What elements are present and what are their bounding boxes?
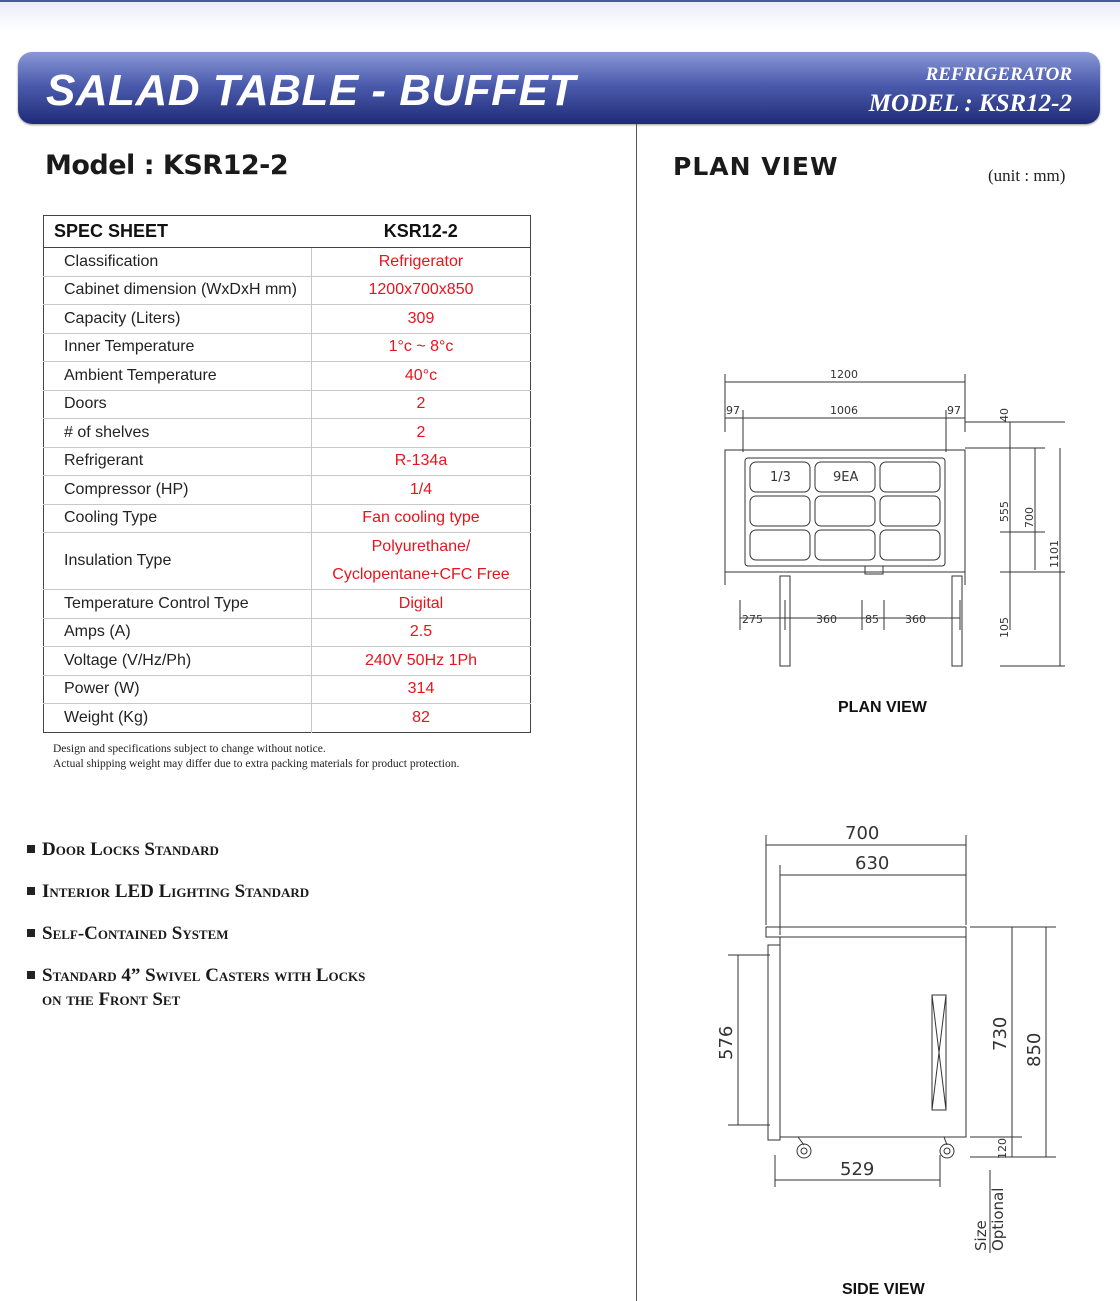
- spec-label: Cooling Type: [44, 504, 312, 533]
- spec-label: Inner Temperature: [44, 333, 312, 362]
- spec-value: Digital: [312, 590, 531, 619]
- model-heading: Model : KSR12-2: [45, 150, 289, 181]
- bullet-square-icon: [27, 929, 35, 937]
- spec-value: Fan cooling type: [312, 504, 531, 533]
- feature-list: [27, 838, 365, 1030]
- spec-sheet-table: [43, 215, 531, 733]
- table-row: [44, 590, 531, 619]
- banner-title: SALAD TABLE - BUFFET: [46, 66, 576, 115]
- dim-bottom: 105: [998, 617, 1011, 638]
- dim-depth-inner: 555: [998, 501, 1011, 522]
- table-row: [44, 476, 531, 505]
- dim-inner-width: 1006: [830, 404, 858, 417]
- table-row: [44, 419, 531, 448]
- dim-right-margin: 97: [947, 404, 961, 417]
- pan-size-label: 1/3: [770, 470, 791, 485]
- dim-b3: 85: [865, 613, 879, 626]
- disclaimer-line: Design and specifications subject to change without notice.: [53, 743, 326, 755]
- spec-value: 2: [312, 419, 531, 448]
- size-note-line2: Optional: [989, 1187, 1007, 1251]
- dim-total-height: 850: [1024, 1032, 1045, 1067]
- dim-body-height: 730: [990, 1016, 1011, 1051]
- table-row: [44, 248, 531, 277]
- feature-text: Door Locks Standard: [42, 839, 219, 860]
- dim-inner-depth: 630: [855, 853, 890, 874]
- list-item: [27, 880, 365, 904]
- dim-b2: 360: [816, 613, 837, 626]
- table-row: [44, 504, 531, 533]
- disclaimer-notes: [53, 742, 459, 772]
- feature-text: Interior LED Lighting Standard: [42, 881, 310, 902]
- side-view-caption: SIDE VIEW: [842, 1281, 925, 1298]
- spec-header-row: [44, 216, 531, 248]
- top-frame: [0, 0, 1120, 30]
- spec-label: Power (W): [44, 675, 312, 704]
- spec-value: 1°c ~ 8°c: [312, 333, 531, 362]
- feature-text-cont: on the Front Set: [42, 989, 181, 1010]
- disclaimer-line: Actual shipping weight may differ due to extra packing materials for product protection.: [53, 758, 460, 770]
- bullet-square-icon: [27, 887, 35, 895]
- spec-header-left: SPEC SHEET: [44, 216, 312, 248]
- feature-text: Standard 4” Swivel Casters with Locks: [42, 965, 366, 986]
- dim-left-height: 576: [716, 1025, 737, 1060]
- spec-value: 309: [312, 305, 531, 334]
- bullet-square-icon: [27, 845, 35, 853]
- dim-top-gap: 40: [998, 408, 1011, 422]
- spec-label: Compressor (HP): [44, 476, 312, 505]
- spec-label: Voltage (V/Hz/Ph): [44, 647, 312, 676]
- table-row: [44, 362, 531, 391]
- banner-model: MODEL : KSR12-2: [868, 90, 1072, 117]
- spec-label: Amps (A): [44, 618, 312, 647]
- spec-label: Weight (Kg): [44, 704, 312, 733]
- table-row: [44, 390, 531, 419]
- spec-value: 2.5: [312, 618, 531, 647]
- list-item: [27, 964, 365, 1012]
- plan-view-caption: PLAN VIEW: [838, 699, 927, 716]
- plan-view-heading: PLAN VIEW: [673, 152, 839, 181]
- table-row: [44, 618, 531, 647]
- spec-label: Classification: [44, 248, 312, 277]
- dim-outer-depth: 700: [845, 823, 880, 844]
- feature-text: Self-Contained System: [42, 923, 229, 944]
- banner-subtitle: REFRIGERATOR: [925, 64, 1072, 85]
- spec-value: Refrigerator: [312, 248, 531, 277]
- list-item: [27, 922, 365, 946]
- spec-value: 314: [312, 675, 531, 704]
- dim-b4: 360: [905, 613, 926, 626]
- spec-label: Capacity (Liters): [44, 305, 312, 334]
- spec-label: Cabinet dimension (WxDxH mm): [44, 276, 312, 305]
- side-view-drawing: [700, 815, 1060, 1255]
- dim-total-depth: 1101: [1048, 540, 1061, 568]
- spec-header-right: KSR12-2: [312, 216, 531, 248]
- spec-value: 82: [412, 708, 430, 726]
- pan-count-label: 9EA: [833, 470, 859, 485]
- dim-b1: 275: [742, 613, 763, 626]
- plan-view-drawing: [700, 360, 1080, 680]
- spec-value: 2: [312, 390, 531, 419]
- dim-left-margin: 97: [726, 404, 740, 417]
- table-row: [44, 704, 531, 733]
- dim-caster-span: 529: [840, 1159, 875, 1180]
- spec-value-line2: Cyclopentane+CFC Free: [332, 566, 510, 583]
- table-row: [44, 647, 531, 676]
- spec-label: Refrigerant: [44, 447, 312, 476]
- spec-value: 1200x700x850: [312, 276, 531, 305]
- bullet-square-icon: [27, 971, 35, 979]
- spec-value: [312, 533, 531, 590]
- title-banner: [18, 52, 1100, 124]
- spec-value: 40°c: [312, 362, 531, 391]
- spec-label: Doors: [44, 390, 312, 419]
- spec-value: 240V 50Hz 1Ph: [312, 647, 531, 676]
- spec-value: R-134a: [312, 447, 531, 476]
- table-row: [44, 333, 531, 362]
- dim-overall-width: 1200: [830, 368, 858, 381]
- spec-label: Ambient Temperature: [44, 362, 312, 391]
- table-row: [44, 276, 531, 305]
- table-row: [44, 533, 531, 590]
- table-row: [44, 305, 531, 334]
- dim-leg-height: 120: [996, 1138, 1009, 1159]
- spec-value-line1: Polyurethane/: [371, 538, 471, 555]
- spec-value: 1/4: [312, 476, 531, 505]
- column-divider: [636, 124, 637, 1301]
- table-row: [44, 675, 531, 704]
- size-note-line1: Size: [972, 1220, 990, 1251]
- dim-depth: 700: [1023, 507, 1036, 528]
- list-item: [27, 838, 365, 862]
- spec-label: Temperature Control Type: [44, 590, 312, 619]
- table-row: [44, 447, 531, 476]
- unit-note: (unit : mm): [988, 166, 1066, 185]
- spec-label: Insulation Type: [44, 533, 312, 590]
- spec-label: # of shelves: [44, 419, 312, 448]
